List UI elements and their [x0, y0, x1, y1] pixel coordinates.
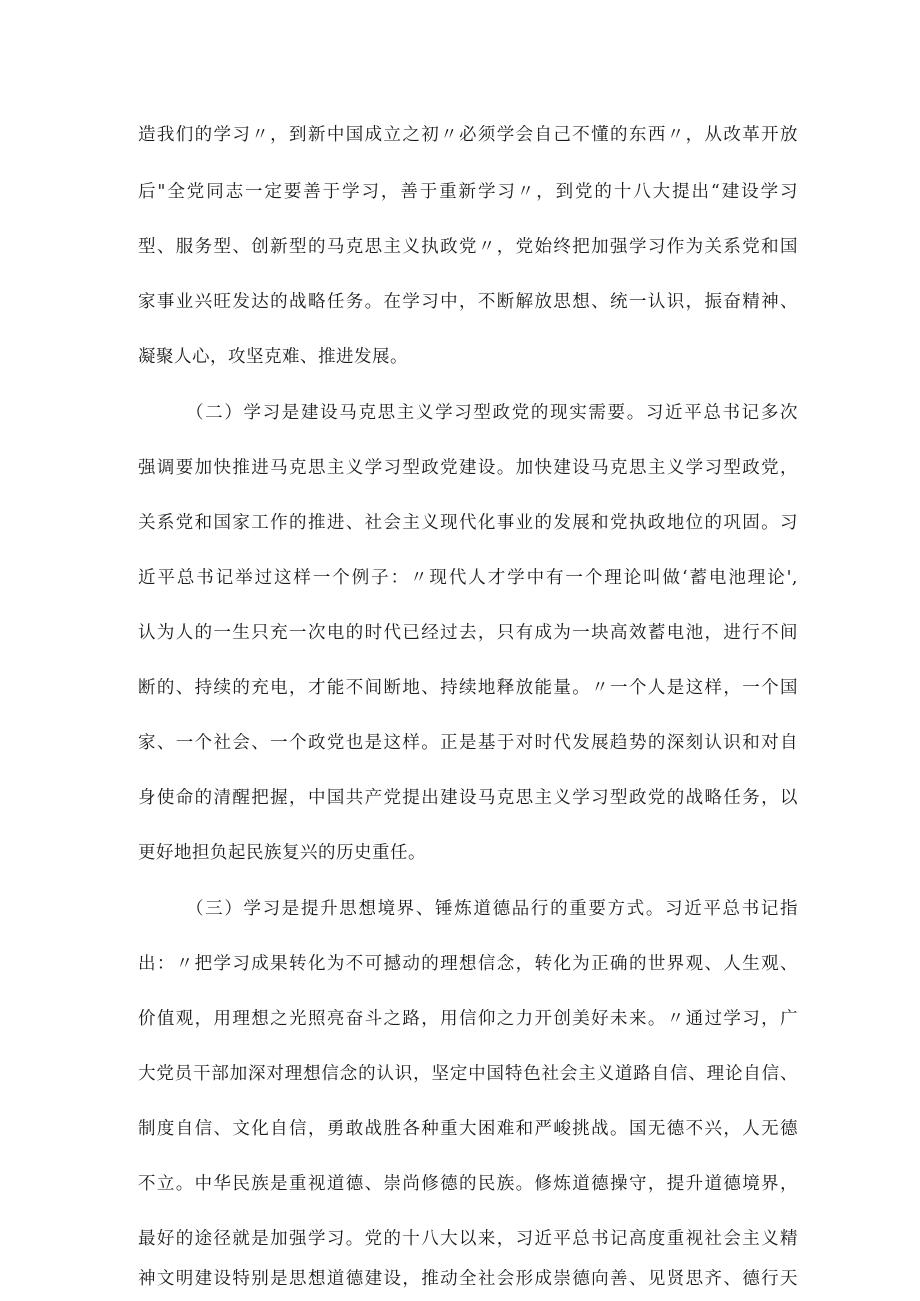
text-line: （二）学习是建设马克思主义学习型政党的现实需要。习近平总书记多次: [186, 403, 798, 423]
text-line: 强调要加快推进马克思主义学习型政党建设。加快建设马克思主义学习型政党，: [138, 458, 798, 478]
text-line: 出：〃把学习成果转化为不可撼动的理想信念，转化为正确的世界观、人生观、: [138, 954, 798, 974]
text-line: 造我们的学习〃，到新中国成立之初〃必须学会自己不懂的东西〃，从改革开放: [138, 125, 798, 145]
text-line: （三）学习是提升思想境界、锤炼道德品行的重要方式。习近平总书记指: [186, 899, 798, 919]
text-line: 近平总书记举过这样一个例子：〃现代人才学中有一个理论叫做‘蓄电池理论',: [138, 568, 798, 588]
text-line: 家事业兴旺发达的战略任务。在学习中，不断解放思想、统一认识，振奋精神、: [138, 292, 798, 312]
text-line: 更好地担负起民族复兴的历史重任。: [138, 843, 426, 863]
text-line: 价值观，用理想之光照亮奋斗之路，用信仰之力开创美好未来。〃通过学习，广: [138, 1009, 798, 1029]
text-line: 家、一个社会、一个政党也是这样。正是基于对时代发展趋势的深刻认识和对自: [138, 733, 798, 753]
text-line: 身使命的清醒把握，中国共产党提出建设马克思主义学习型政党的战略任务，以: [138, 788, 798, 808]
text-line: 关系党和国家工作的推进、社会主义现代化事业的发展和党执政地位的巩固。习: [138, 513, 798, 533]
text-line: 神文明建设特别是思想道德建设，推动全社会形成崇德向善、见贤思齐、德行天: [138, 1269, 798, 1289]
text-line: 认为人的一生只充一次电的时代已经过去，只有成为一块高效蓄电池，进行不间: [138, 623, 798, 643]
text-line: 后"全党同志一定要善于学习，善于重新学习〃，到党的十八大提出“建设学习: [138, 182, 798, 202]
text-line: 断的、持续的充电，才能不间断地、持续地释放能量。〃一个人是这样，一个国: [138, 678, 798, 698]
text-line: 大党员干部加深对理想信念的认识，坚定中国特色社会主义道路自信、理论自信、: [138, 1064, 798, 1084]
text-line: 不立。中华民族是重视道德、崇尚修德的民族。修炼道德操守，提升道德境界，: [138, 1174, 798, 1194]
text-line: 型、服务型、创新型的马克思主义执政党〃，党始终把加强学习作为关系党和国: [138, 237, 798, 257]
text-line: 制度自信、文化自信，勇敢战胜各种重大困难和严峻挑战。国无德不兴，人无德: [138, 1119, 798, 1139]
text-line: 最好的途径就是加强学习。党的十八大以来，习近平总书记高度重视社会主义精: [138, 1229, 798, 1249]
text-line: 凝聚人心，攻坚克难、推进发展。: [138, 347, 408, 367]
